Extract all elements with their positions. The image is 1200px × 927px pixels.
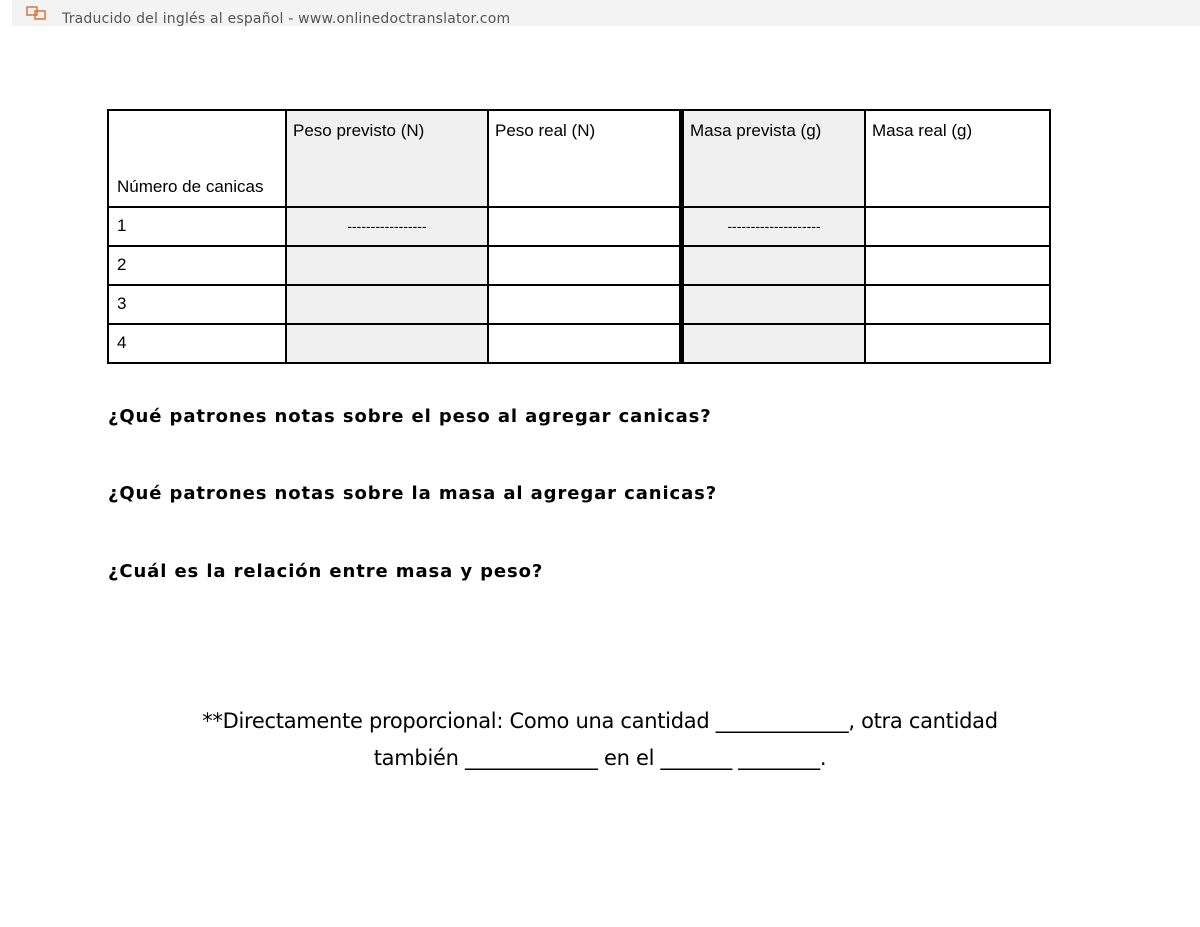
cell-count: 1 xyxy=(108,207,286,246)
cell-masa-prevista[interactable]: -------------------- xyxy=(682,207,866,246)
table-row xyxy=(108,246,1050,285)
cell-peso-real[interactable] xyxy=(488,207,682,246)
table-row xyxy=(108,285,1050,324)
header-numero-canicas: Número de canicas xyxy=(108,110,286,207)
cell-masa-prevista[interactable] xyxy=(682,285,866,324)
cell-peso-real[interactable] xyxy=(488,246,682,285)
translation-banner xyxy=(12,0,1200,26)
question-mass-weight-relation: ¿Cuál es la relación entre masa y peso? xyxy=(108,561,544,582)
question-mass-pattern: ¿Qué patrones notas sobre la masa al agregar canicas? xyxy=(108,483,718,504)
cell-peso-previsto[interactable] xyxy=(286,246,488,285)
cell-count: 2 xyxy=(108,246,286,285)
footnote-line-2: también _____________ en el _______ ________. xyxy=(373,746,827,770)
header-masa-real: Masa real (g) xyxy=(865,110,1050,207)
cell-masa-real[interactable] xyxy=(865,246,1050,285)
header-peso-previsto: Peso previsto (N) xyxy=(286,110,488,207)
table-row xyxy=(108,207,1050,246)
cell-masa-prevista[interactable] xyxy=(682,324,866,363)
cell-peso-real[interactable] xyxy=(488,285,682,324)
cell-masa-prevista[interactable] xyxy=(682,246,866,285)
table-row xyxy=(108,324,1050,363)
translate-icon xyxy=(26,6,48,20)
marbles-data-table xyxy=(107,109,1051,364)
cell-masa-real[interactable] xyxy=(865,324,1050,363)
cell-masa-real[interactable] xyxy=(865,207,1050,246)
header-peso-real: Peso real (N) xyxy=(488,110,682,207)
footnote-line-1: **Directamente proporcional: Como una cantidad _____________, otra cantidad xyxy=(202,709,998,733)
cell-peso-real[interactable] xyxy=(488,324,682,363)
cell-peso-previsto[interactable] xyxy=(286,324,488,363)
cell-peso-previsto[interactable]: ----------------- xyxy=(286,207,488,246)
cell-count: 3 xyxy=(108,285,286,324)
cell-count: 4 xyxy=(108,324,286,363)
banner-text: Traducido del inglés al español - www.onlinedoctranslator.com xyxy=(62,11,511,26)
cell-masa-real[interactable] xyxy=(865,285,1050,324)
question-weight-pattern: ¿Qué patrones notas sobre el peso al agregar canicas? xyxy=(108,406,712,427)
table-header-row xyxy=(108,110,1050,207)
proportional-definition xyxy=(100,703,1100,777)
header-masa-prevista: Masa prevista (g) xyxy=(682,110,866,207)
cell-peso-previsto[interactable] xyxy=(286,285,488,324)
